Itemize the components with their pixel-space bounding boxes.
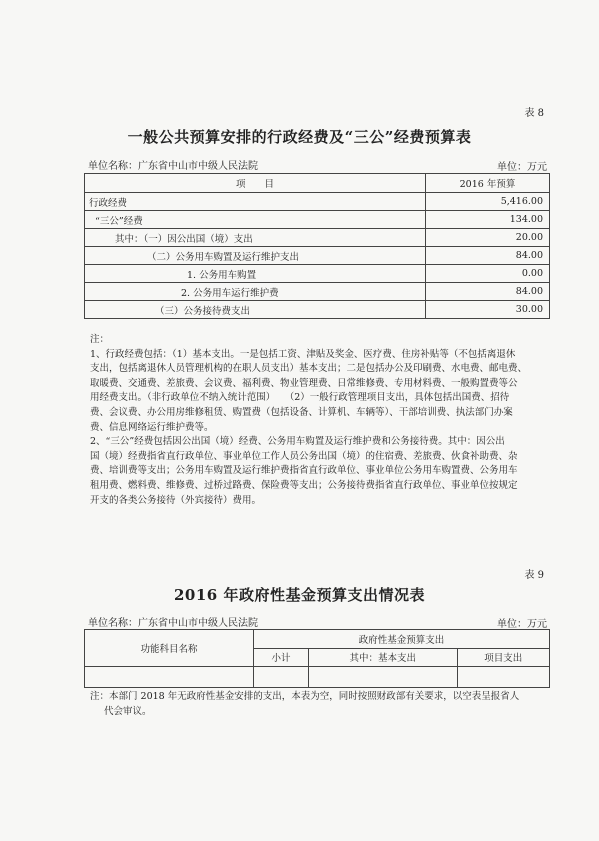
table8 (84, 173, 550, 319)
table-row (85, 301, 550, 319)
table9-unit-name: 单位名称：广东省中山市中级人民法院 (88, 618, 258, 629)
table9-title: 2016 年政府性基金预算支出情况表 (174, 586, 425, 604)
table-row (85, 283, 550, 301)
table8-unit: 单位：万元 (497, 162, 547, 173)
row-item: “三公”经费 (85, 211, 426, 229)
table9-subheader-project: 项目支出 (457, 648, 549, 667)
note-line: 注：本部门 2018 年无政府性基金安排的支出，本表为空，同时按照财政部有关要求，以空表呈报省人 (90, 691, 520, 702)
table9-subheader-subtotal: 小计 (254, 648, 309, 667)
note-line: 2、“三公”经费包括因公出国（境）经费、公务用车购置及运行维护费和公务接待费。其中：因公出 (90, 436, 505, 448)
table8-label: 表 8 (524, 108, 544, 119)
table9 (84, 629, 550, 688)
table8-header-value: 2016 年预算 (426, 174, 550, 193)
table-row (85, 667, 550, 688)
table9-unit: 单位：万元 (497, 619, 547, 630)
row-value: 134.00 (426, 211, 550, 229)
note-line: 开支的各类公务接待（外宾接待）费用。 (90, 494, 262, 506)
note-line: 用经费支出。（非行政单位不纳入统计范围） （2）一般行政管理项目支出，具体包括出国费、招待 (90, 392, 510, 404)
note-line: 费、会议费、办公用房维修租赁、购置费（包括设备、计算机、车辆等）、干部培训费、执法部门办案 (90, 406, 513, 418)
table8-header-row (85, 174, 550, 193)
note-line: 代会审议。 (104, 705, 152, 717)
note-line: 1、行政经费包括：（1）基本支出。一是包括工资、津贴及奖金、医疗费、住房补贴等（不包括离退休 (90, 348, 516, 360)
row-item: 其中：（一）因公出国（境）支出 (85, 229, 426, 247)
table8-unit-name: 单位名称：广东省中山市中级人民法院 (88, 161, 258, 172)
note-line: 费、培训费等支出；公务用车购置及运行维护费指省直行政单位、事业单位公务用车购置费、公务用车 (90, 465, 518, 477)
note-line: 支出，包括离退休人员管理机构的在职人员支出）基本支出；二是包括办公及印刷费、水电费、邮电费、 (90, 363, 528, 375)
note-line: 国（境）经费指省直行政单位、事业单位工作人员公务出国（境）的住宿费、差旅费、伙食补助费、杂 (90, 450, 518, 462)
row-value: 84.00 (426, 283, 550, 301)
note-line: 注： (90, 334, 110, 345)
table-row (85, 211, 550, 229)
row-value: 5,416.00 (426, 193, 550, 211)
table9-label: 表 9 (524, 570, 544, 581)
table-row (85, 229, 550, 247)
table8-title: 一般公共预算安排的行政经费及“三公”经费预算表 (127, 128, 472, 146)
note-line: 费、信息网络运行维护费等。 (90, 421, 214, 433)
table-row (85, 193, 550, 211)
row-value: 0.00 (426, 265, 550, 283)
table9-subheader-basic: 其中：基本支出 (309, 648, 457, 667)
table8-notes (90, 333, 560, 508)
table-cell (85, 667, 254, 688)
table-row (85, 247, 550, 265)
row-item: （二）公务用车购置及运行维护支出 (85, 247, 426, 265)
table8-header-item: 项 目 (85, 174, 426, 193)
row-item: 1. 公务用车购置 (85, 265, 426, 283)
table-cell (254, 667, 309, 688)
table-row (85, 265, 550, 283)
row-item: 行政经费 (85, 193, 426, 211)
row-value: 30.00 (426, 301, 550, 319)
table9-col-name: 功能科目名称 (85, 630, 254, 667)
table9-group-header: 政府性基金预算支出 (254, 630, 550, 649)
row-item: 2. 公务用车运行维护费 (85, 283, 426, 301)
row-value: 84.00 (426, 247, 550, 265)
row-item: （三）公务接待费支出 (85, 301, 426, 319)
note-line: 租用费、燃料费、维修费、过桥过路费、保险费等支出；公务接待费指省直行政单位、事业单位按规定 (90, 479, 518, 491)
row-value: 20.00 (426, 229, 550, 247)
note-line: 取暖费、交通费、差旅费、会议费、福利费、物业管理费、日常维修费、专用材料费、一般购置费等公 (90, 377, 518, 389)
table9-notes (90, 690, 560, 719)
table-cell (309, 667, 457, 688)
table9-header-row (85, 630, 550, 649)
table-cell (457, 667, 549, 688)
